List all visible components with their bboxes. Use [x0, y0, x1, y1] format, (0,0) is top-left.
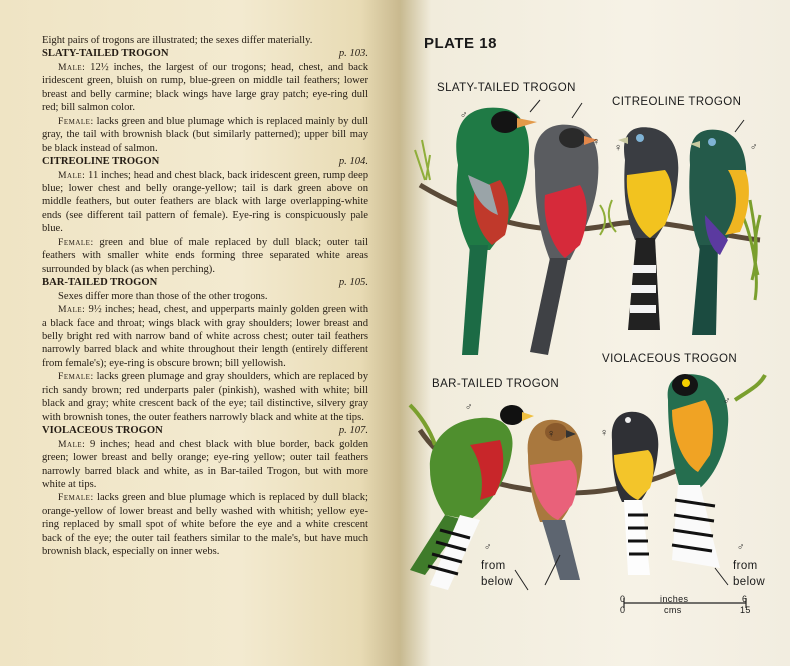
- female-symbol: ♀: [592, 136, 601, 148]
- description-text: 12½ inches, the largest of our trogons; head, chest, and back iridescent green, bluish on rump, blue-green on middle tail feathers; lower breast and belly carmine; black wings have large gray patch; eye-ring dull red; bill salmon color.: [42, 61, 368, 114]
- description-paragraph: [42, 491, 368, 558]
- violaceous-male-bird: [668, 374, 729, 568]
- description-paragraph: [42, 169, 368, 236]
- species-heading: [42, 155, 368, 168]
- sex-label: Female:: [58, 492, 94, 504]
- male-symbol: ♂: [750, 142, 758, 153]
- description-text: green and blue of male replaced by dull black; outer tail feathers with smaller white ends forming three separated white areas surrounded by black (as when perching).: [42, 236, 368, 275]
- caption-from-below-left: from below: [481, 560, 514, 588]
- scale-label-inches: inches: [660, 594, 689, 604]
- description-text: lacks green and blue plumage which is replaced by dull black; orange-yellow of lower breast and belly washed with whitish; yellow eye-ring replaced by small spot of white before the eye and a white crescent back of the eye; the outer tail feathers similar to the male's, but have much brownish black, especially on inner webs.: [42, 492, 368, 558]
- description-paragraph: [42, 290, 368, 303]
- bar-tailed-female-bird: [528, 420, 583, 580]
- description-text: 9½ inches; head, chest, and upperparts mainly golden green with a black face and throat; wings black with gray shoulders; lower breast and belly bright red with narrow band of white across chest; outer tail feathers narrowly barred black and white throughout their length (entirely different from female's); eye-ring is obscure brown; bill yellowish.: [42, 304, 368, 369]
- sex-label: Male:: [58, 438, 86, 450]
- description-paragraph: [42, 115, 368, 155]
- scale-end-cms: 15: [740, 605, 751, 615]
- description-paragraph: [42, 236, 368, 276]
- scale-end-inches: 6: [742, 594, 748, 604]
- species-name: BAR-TAILED TROGON: [42, 277, 158, 289]
- sex-label: Male:: [58, 304, 86, 316]
- description-paragraph: [42, 370, 368, 424]
- female-symbol: ♀: [547, 428, 556, 440]
- sex-label: Male:: [58, 169, 86, 181]
- scale-start-cms: 0: [620, 605, 626, 615]
- page-ref: p. 105.: [338, 277, 368, 289]
- species-name: VIOLACEOUS TROGON: [42, 425, 163, 437]
- slaty-tailed-male-bird: [456, 108, 537, 355]
- intro-text: Eight pairs of trogons are illustrated; the sexes differ materially.: [42, 35, 313, 46]
- caption-bar-tailed-trogon: BAR-TAILED TROGON: [432, 378, 560, 390]
- scale-label-cms: cms: [664, 605, 682, 615]
- female-symbol: ♀: [614, 142, 623, 154]
- violaceous-female-bird: [612, 412, 659, 575]
- description-text: Sexes differ more than those of the other trogons.: [58, 290, 268, 302]
- species-heading: [42, 47, 368, 60]
- scale-start-inches: 0: [620, 594, 626, 604]
- description-text: lacks green and blue plumage which is replaced mainly by dull gray, the tail with brownish black (but similarly patterned); upper bill may be black instead of salmon.: [42, 115, 368, 154]
- caption-slaty-tailed-trogon: SLATY-TAILED TROGON: [437, 82, 576, 94]
- species-name: CITREOLINE TROGON: [42, 156, 160, 168]
- page-ref: p. 103.: [338, 48, 368, 60]
- description-text: 11 inches; head and chest black, back iridescent green, rump deep blue; lower chest and belly orange-yellow; tail is dark green above on middle feathers, but outer feathers are black with large overlapping-white ends (see different tail pattern of female). Eye-ring is conspicuously pale blue.: [42, 169, 368, 235]
- description-paragraph: [42, 438, 368, 492]
- male-symbol: ♂: [465, 402, 473, 413]
- citreoline-male-bird: [689, 130, 749, 335]
- foliage-left: [415, 140, 430, 180]
- caption-citreoline-trogon: CITREOLINE TROGON: [612, 96, 742, 108]
- description-paragraph: [42, 61, 368, 115]
- description-paragraph: [42, 303, 368, 370]
- description-text: lacks green plumage and gray shoulders, which are replaced by rich sandy brown; red underparts paler (pinkish), washed with white; bill black and gray; white crescent back of the eye; tail distinctive, silvery gray with brownish tones, the outer feathers narrowly black and white at the tips.: [42, 371, 368, 423]
- male-symbol: ♂: [460, 110, 468, 121]
- citreoline-female-bird: [618, 127, 678, 330]
- female-symbol: ♀: [600, 427, 609, 439]
- sex-label: Female:: [58, 236, 94, 248]
- foliage-mid: [600, 200, 616, 235]
- description-text: 9 inches; head and chest black with blue border, back golden green; lower breast and belly orange; eye-ring yellow; outer tail feathers narrowly barred black and white, as in Bar-tailed Trogon, but with more white at tips.: [42, 438, 368, 490]
- species-text: [42, 34, 368, 559]
- sex-label: Female:: [58, 115, 94, 127]
- male-symbol: ♂: [484, 542, 492, 553]
- caption-from-below-right: from below: [733, 560, 766, 588]
- species-heading: [42, 424, 368, 437]
- page-ref: p. 107.: [338, 425, 368, 437]
- sex-label: Female:: [58, 371, 94, 383]
- male-symbol: ♂: [737, 542, 745, 553]
- page-ref: p. 104.: [338, 156, 368, 168]
- species-name: SLATY-TAILED TROGON: [42, 48, 169, 60]
- caption-violaceous-trogon: VIOLACEOUS TROGON: [602, 353, 738, 365]
- male-symbol: ♂: [723, 396, 731, 407]
- species-heading: [42, 276, 368, 289]
- sex-label: Male:: [58, 61, 86, 73]
- plate-title: PLATE 18: [424, 35, 497, 52]
- slaty-tailed-female-bird: [530, 125, 598, 355]
